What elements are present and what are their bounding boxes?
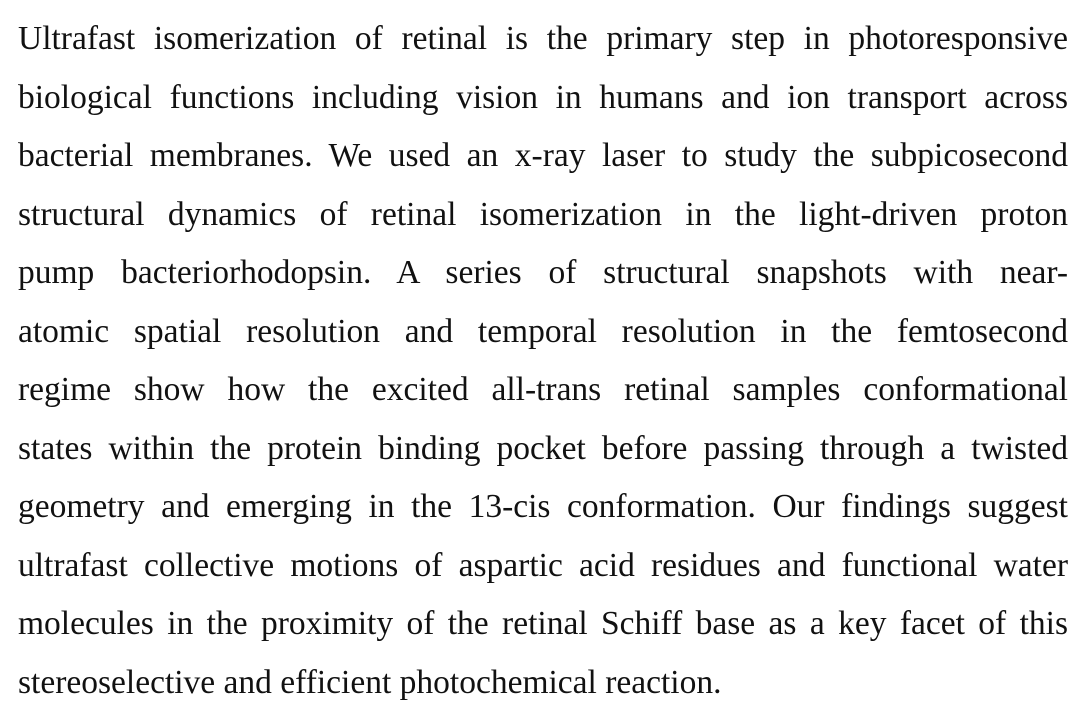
abstract-line: geometry and emerging in the 13-cis conformation. Our findings suggest — [18, 478, 1068, 537]
abstract-line: bacterial membranes. We used an x-ray laser to study the subpicosecond — [18, 127, 1068, 186]
abstract-line: states within the protein binding pocket before passing through a twisted — [18, 420, 1068, 479]
abstract-line: atomic spatial resolution and temporal resolution in the femtosecond — [18, 303, 1068, 362]
abstract-line: pump bacteriorhodopsin. A series of structural snapshots with near- — [18, 244, 1068, 303]
abstract-paragraph — [18, 10, 1068, 712]
abstract-line: regime show how the excited all-trans retinal samples conformational — [18, 361, 1068, 420]
abstract-line: ultrafast collective motions of aspartic acid residues and functional water — [18, 537, 1068, 596]
abstract-line: Ultrafast isomerization of retinal is the primary step in photoresponsive — [18, 10, 1068, 69]
abstract-line: structural dynamics of retinal isomerization in the light-driven proton — [18, 186, 1068, 245]
abstract-line: molecules in the proximity of the retinal Schiff base as a key facet of this — [18, 595, 1068, 654]
abstract-line: stereoselective and efficient photochemical reaction. — [18, 654, 1068, 712]
abstract-line: biological functions including vision in humans and ion transport across — [18, 69, 1068, 128]
